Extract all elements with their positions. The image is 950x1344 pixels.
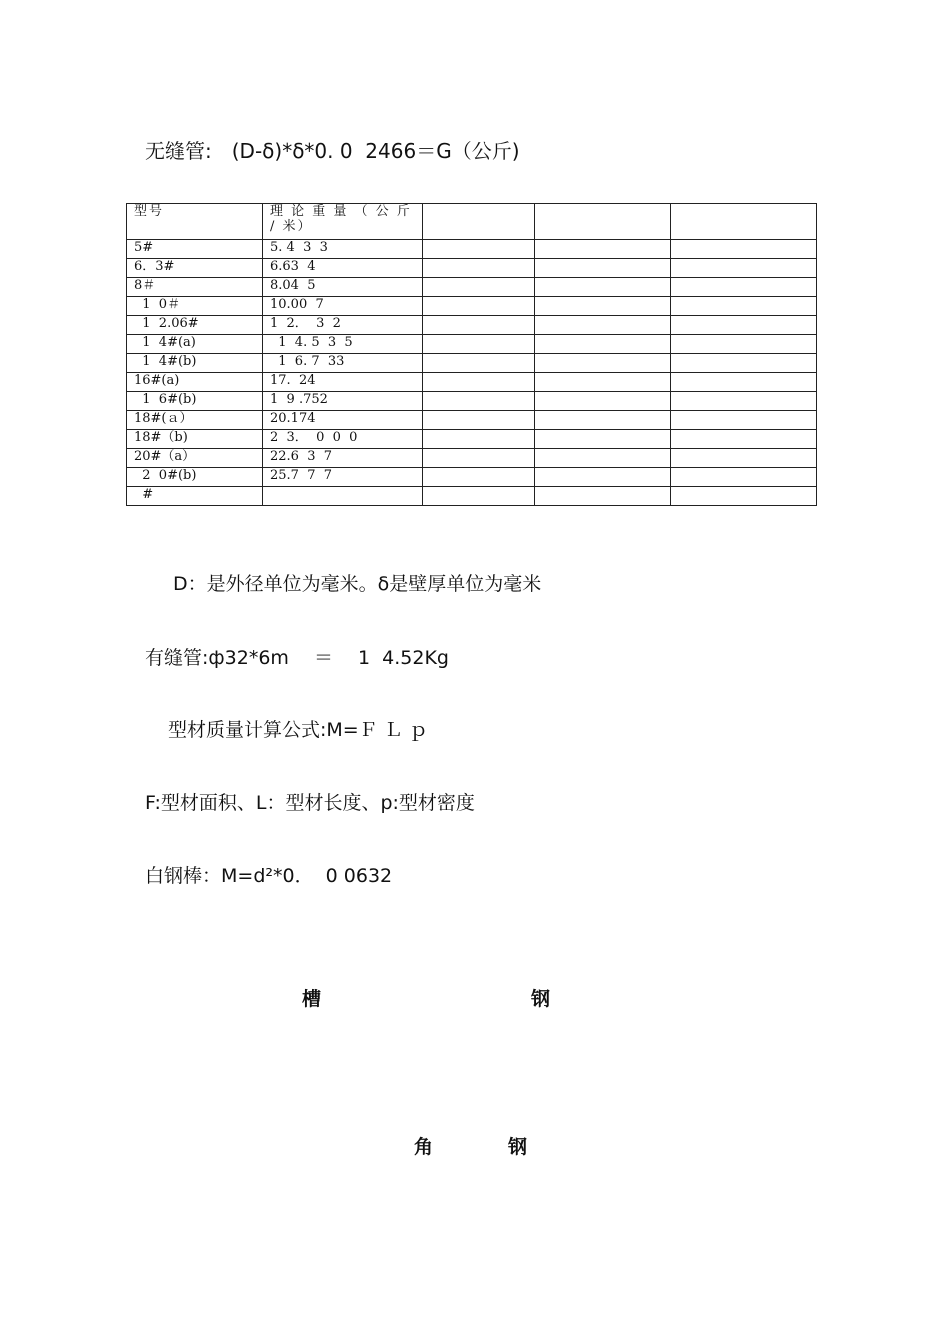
- header-cell-theoretical-weight: 理 论 重 量 （ 公 斤 / 米）: [263, 204, 423, 240]
- cell-model: 16#(a): [127, 373, 263, 392]
- cell-weight: 1 6. 7 33: [263, 354, 423, 373]
- cell-empty: [535, 373, 671, 392]
- cell-model: 1 4#(a): [127, 335, 263, 354]
- cell-weight: 10.00 7: [263, 297, 423, 316]
- cell-empty: [671, 297, 817, 316]
- cell-weight: 1 9 .752: [263, 392, 423, 411]
- table-row: [127, 468, 817, 487]
- table-row: [127, 373, 817, 392]
- angle-steel-heading-char-1: 角: [414, 1136, 434, 1158]
- cell-empty: [535, 240, 671, 259]
- channel-steel-heading-char-1: 槽: [302, 988, 322, 1010]
- pipe-weight-table: [126, 203, 817, 506]
- cell-empty: [423, 411, 535, 430]
- header-cell-empty: [671, 204, 817, 240]
- cell-empty: [535, 487, 671, 506]
- cell-empty: [671, 468, 817, 487]
- cell-model: 1 0＃: [127, 297, 263, 316]
- table-row: [127, 335, 817, 354]
- cell-model: 1 4#(b): [127, 354, 263, 373]
- cell-weight: 5. 4 3 3: [263, 240, 423, 259]
- cell-weight: 2 3． 0 0 0: [263, 430, 423, 449]
- cell-empty: [671, 449, 817, 468]
- cell-weight: 25.7 7 7: [263, 468, 423, 487]
- cell-empty: [535, 392, 671, 411]
- cell-empty: [423, 392, 535, 411]
- cell-empty: [671, 335, 817, 354]
- cell-model: 2 0#(b): [127, 468, 263, 487]
- cell-empty: [423, 316, 535, 335]
- cell-empty: [535, 430, 671, 449]
- cell-empty: [671, 373, 817, 392]
- table-header-row: [127, 204, 817, 240]
- cell-empty: [535, 468, 671, 487]
- cell-model: 20#（a）: [127, 449, 263, 468]
- table-row: [127, 297, 817, 316]
- table-row: [127, 354, 817, 373]
- cell-empty: [671, 278, 817, 297]
- cell-empty: [671, 392, 817, 411]
- table-row: [127, 240, 817, 259]
- cell-empty: [535, 354, 671, 373]
- channel-steel-heading-char-2: 钢: [531, 988, 551, 1010]
- table-row: [127, 278, 817, 297]
- welded-pipe-formula: 有缝管:ф32*6m ＝ 1 4.52Kg: [145, 647, 449, 669]
- cell-empty: [535, 335, 671, 354]
- cell-empty: [423, 278, 535, 297]
- cell-model: 6．3#: [127, 259, 263, 278]
- cell-empty: [535, 449, 671, 468]
- cell-empty: [423, 297, 535, 316]
- dimension-note: D：是外径单位为毫米。δ是壁厚单位为毫米: [173, 573, 542, 595]
- header-cell-model: 型号: [127, 204, 263, 240]
- cell-model: 18#(ａ）: [127, 411, 263, 430]
- cell-weight: 22.6 3 7: [263, 449, 423, 468]
- table-row: [127, 316, 817, 335]
- cell-weight: 8.04 5: [263, 278, 423, 297]
- cell-empty: [423, 354, 535, 373]
- cell-empty: [535, 411, 671, 430]
- cell-model: 1 6#(b): [127, 392, 263, 411]
- cell-empty: [671, 240, 817, 259]
- cell-empty: [671, 259, 817, 278]
- cell-model: 18#（b): [127, 430, 263, 449]
- cell-empty: [671, 430, 817, 449]
- cell-empty: [535, 278, 671, 297]
- white-steel-bar-formula: 白钢棒：M=d²*0． 0 0632: [145, 865, 393, 887]
- table-row: [127, 449, 817, 468]
- seamless-pipe-formula: 无缝管: (D-δ)*δ*0. 0 2466＝G（公斤): [145, 139, 520, 163]
- cell-empty: [671, 316, 817, 335]
- cell-model: #: [127, 487, 263, 506]
- cell-empty: [423, 259, 535, 278]
- cell-empty: [423, 487, 535, 506]
- cell-empty: [423, 468, 535, 487]
- cell-empty: [535, 259, 671, 278]
- cell-model: 8＃: [127, 278, 263, 297]
- cell-weight: 20.174: [263, 411, 423, 430]
- cell-weight: 1 4. 5 3 5: [263, 335, 423, 354]
- cell-model: 1 2.06#: [127, 316, 263, 335]
- cell-weight: 6.63 4: [263, 259, 423, 278]
- table-row: [127, 487, 817, 506]
- cell-weight: 17. 24: [263, 373, 423, 392]
- cell-weight: 1 2． 3 2: [263, 316, 423, 335]
- cell-empty: [671, 354, 817, 373]
- table-row: [127, 411, 817, 430]
- cell-model: 5#: [127, 240, 263, 259]
- header-cell-empty: [535, 204, 671, 240]
- cell-empty: [423, 449, 535, 468]
- angle-steel-heading-char-2: 钢: [508, 1136, 528, 1158]
- profile-mass-formula: 型材质量计算公式:M=Ｆ Ｌ ｐ: [168, 719, 428, 741]
- cell-empty: [423, 430, 535, 449]
- cell-empty: [423, 240, 535, 259]
- cell-empty: [671, 487, 817, 506]
- table-row: [127, 392, 817, 411]
- table-row: [127, 259, 817, 278]
- table-row: [127, 430, 817, 449]
- header-cell-empty: [423, 204, 535, 240]
- cell-empty: [423, 335, 535, 354]
- cell-empty: [535, 297, 671, 316]
- cell-empty: [535, 316, 671, 335]
- cell-weight: [263, 487, 423, 506]
- cell-empty: [423, 373, 535, 392]
- formula-variable-definitions: F:型材面积、L：型材长度、p:型材密度: [145, 792, 475, 814]
- cell-empty: [671, 411, 817, 430]
